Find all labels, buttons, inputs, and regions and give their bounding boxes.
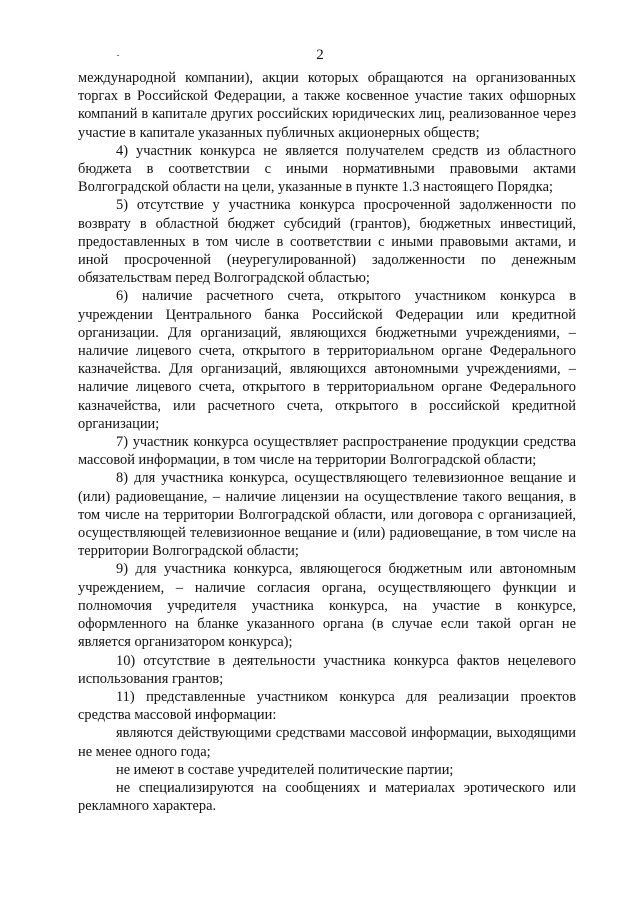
- page-number: 2: [316, 47, 324, 63]
- paragraph-item-6: 6) наличие расчетного счета, открытого участником конкурса в учреждении Центрального банка Российской Федерации или кредитной организации. Для организаций, являющихся бюджетными учреждениями, – наличие лицевого счета, открытого в территориальном органе Федерального казначейства. Для организаций, являющихся автономными учреждениями, – наличие лицевого счета, открытого в территориальном органе Федерального казначейства, или расчетного счета, открытого в российской кредитной организации;: [78, 288, 576, 432]
- paragraph-subitem-active: являются действующими средствами массовой информации, выходящими не менее одного года;: [78, 725, 576, 760]
- paragraph-item-9: 9) для участника конкурса, являющегося бюджетным или автономным учреждением, – наличие согласия органа, осуществляющего функции и полномочия учредителя участника конкурса, на участие в конкурсе, оформленного на бланке указанного органа (в случае если такой орган не является организатором конкурса);: [78, 561, 576, 651]
- paragraph-item-5: 5) отсутствие у участника конкурса просроченной задолженности по возврату в областной бюджет субсидий (грантов), бюджетных инвестиций, предоставленных в том числе в соответствии с иными правовыми актами, и иной просроченной (неурегулированной) задолженности по денежным обязательствам перед Волгоградской областью;: [78, 197, 576, 287]
- paragraph-item-10: 10) отсутствие в деятельности участника конкурса фактов нецелевого использования грантов;: [78, 652, 576, 687]
- paragraph-subitem-no-parties: не имеют в составе учредителей политические партии;: [116, 761, 454, 778]
- paragraph-item-11: 11) представленные участником конкурса для реализации проектов средства массовой информации:: [78, 688, 576, 724]
- paragraph-item-7: 7) участник конкурса осуществляет распространение продукции средства массовой информации, в том числе на территории Волгоградской области;: [78, 434, 576, 469]
- paragraph-item-4: 4) участник конкурса не является получателем средств из областного бюджета в соответствии с иными нормативными правовыми актами Волгоградской области на цели, указанные в пункте 1.3 настоящего Порядка;: [78, 142, 576, 196]
- paragraph-continuation: международной компании), акции которых обращаются на организованных торгах в Российской Федерации, а также косвенное участие таких офшорных компаний в капитале других российских юридических лиц, реализованное через участие в капитале указанных публичных акционерных обществ;: [78, 70, 576, 141]
- paragraph-subitem-no-erotic: не специализируются на сообщениях и материалах эротического или рекламного характера.: [78, 779, 576, 815]
- paragraph-item-8: 8) для участника конкурса, осуществляющего телевизионное вещание и (или) радиовещание, – наличие лицензии на осуществление такого вещания, в том числе на территории Волгоградской области, или договора с организацией, осуществляющей телевизионное вещание и (или) радиовещание, в том числе на территории Волгоградской области;: [78, 470, 576, 560]
- document-body: [78, 69, 576, 815]
